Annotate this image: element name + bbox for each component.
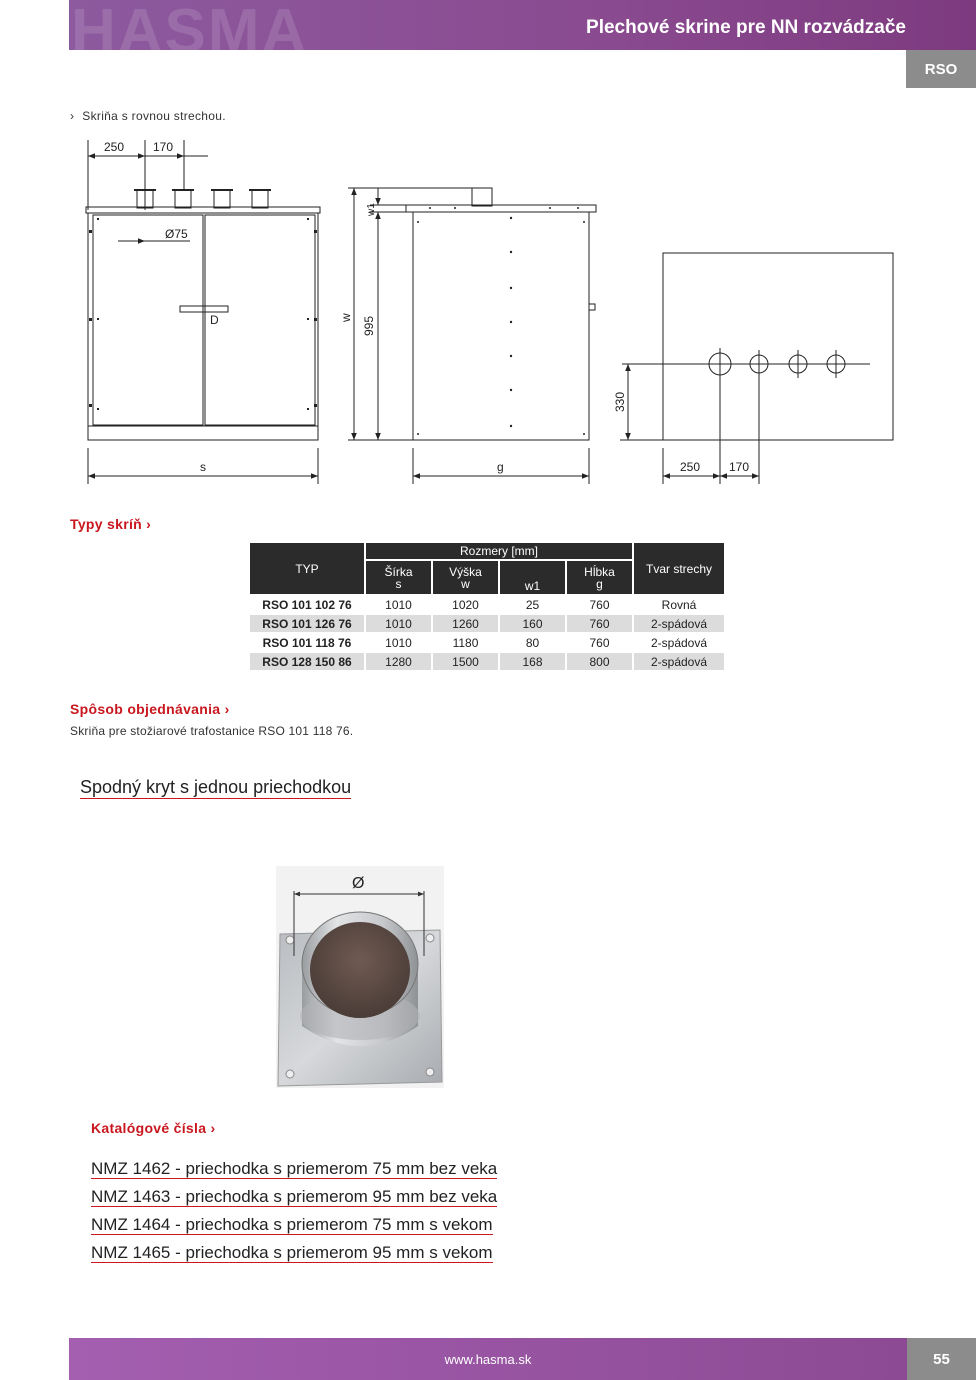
bullet-chevron-icon: › (70, 109, 75, 123)
page-footer (69, 1338, 907, 1380)
cable-gland-photo (276, 866, 444, 1088)
side-dim-w1: w1 (366, 203, 377, 216)
catalog-item: NMZ 1464 - priechodka s priemerom 75 mm s vekom (91, 1215, 493, 1234)
side-view (348, 188, 596, 484)
page-title: Plechové skrine pre NN rozvádzače (586, 17, 906, 38)
side-dim-w: w (339, 313, 353, 322)
intro-text: Skriňa s rovnou strechou. (82, 109, 226, 123)
col-tvar: Tvar strechy (634, 543, 724, 594)
bottom-dim-250: 250 (680, 460, 701, 474)
types-table (248, 541, 726, 672)
side-view-dots (417, 207, 585, 435)
col-w1: w1 (500, 561, 565, 594)
table-row: RSO 101 118 76 1010 1180 80 760 2-spádová (262, 635, 708, 650)
side-dim-995: 995 (362, 315, 376, 336)
technical-drawing (0, 0, 976, 500)
catalog-item: NMZ 1462 - priechodka s priemerom 75 mm bez veka (91, 1159, 498, 1178)
col-typ: TYP (250, 543, 364, 594)
catalog-item: NMZ 1463 - priechodka s priemerom 95 mm bez veka (91, 1187, 498, 1206)
brand-watermark: HASMA (71, 0, 309, 66)
order-text: Skriňa pre stožiarové trafostanice RSO 101 118 76. (70, 724, 354, 738)
table-row: RSO 128 150 86 1280 1500 168 800 2-spádová (250, 653, 724, 670)
page-number: 55 (907, 1338, 976, 1380)
bottom-view (620, 253, 893, 484)
col-sirka: Šírka s (366, 561, 431, 594)
section-tab: RSO (906, 50, 976, 88)
footer-url[interactable]: www.hasma.sk (444, 1352, 532, 1367)
side-dim-g: g (497, 460, 504, 474)
catalog-list (91, 1158, 497, 1270)
front-view (86, 140, 320, 484)
catalog-heading: Katalógové čísla › (91, 1120, 216, 1136)
front-dim-170: 170 (153, 140, 174, 154)
photo-diameter-label: Ø (352, 875, 365, 892)
door-mark: D (210, 313, 219, 327)
col-hlbka: Hĺbka g (567, 561, 632, 594)
table-row: RSO 101 126 76 1010 1260 160 760 2-spádová (250, 615, 724, 632)
types-heading: Typy skríň › (70, 516, 152, 532)
front-dim-width: s (200, 460, 206, 474)
catalog-item: NMZ 1465 - priechodka s priemerom 95 mm s vekom (91, 1243, 493, 1262)
bottom-dim-330: 330 (613, 391, 627, 412)
table-row: RSO 101 102 76 1010 1020 25 760 Rovná (262, 597, 697, 612)
col-vyska: Výška w (433, 561, 498, 594)
accessory-title: Spodný kryt s jednou priechodkou (80, 777, 352, 797)
col-rozmery: Rozmery [mm] (366, 543, 632, 559)
order-heading: Spôsob objednávania › (70, 701, 230, 717)
bottom-dim-170: 170 (729, 460, 750, 474)
front-dim-250: 250 (104, 140, 125, 154)
front-dim-diameter: Ø75 (165, 227, 188, 241)
